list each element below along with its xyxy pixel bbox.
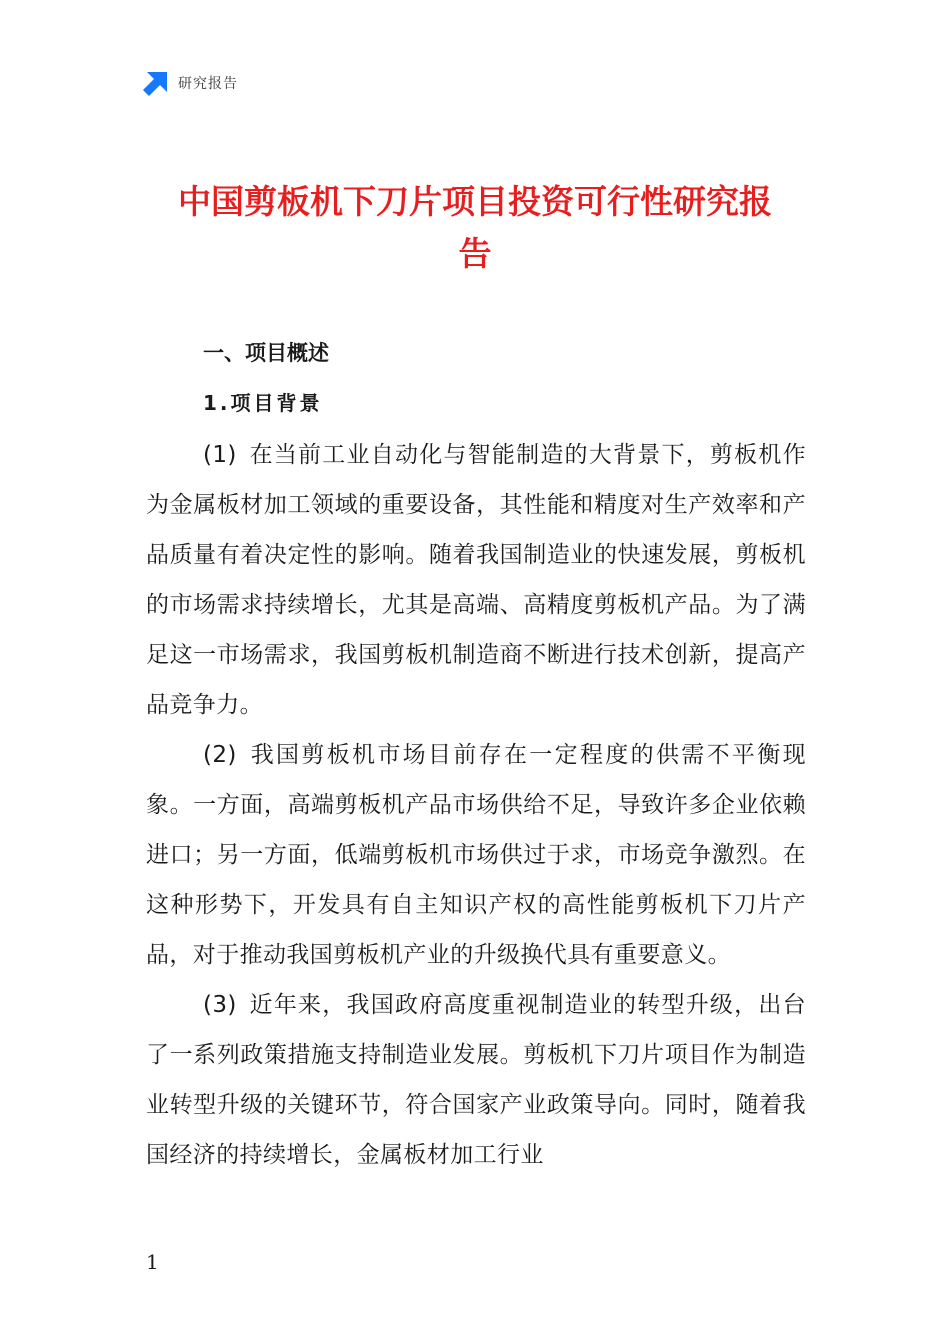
sub-heading: 1.项目背景 <box>203 391 323 415</box>
page-number: 1 <box>146 1250 159 1274</box>
title-line-1: 中国剪板机下刀片项目投资可行性研究报 <box>178 182 772 221</box>
paragraph <box>146 980 806 1180</box>
page-header <box>143 68 238 98</box>
document-title <box>150 176 800 280</box>
header-label: 研究报告 <box>178 76 238 92</box>
paragraph-number: (1) <box>203 442 237 468</box>
paragraph-text: 在当前工业自动化与智能制造的大背景下，剪板机作为金属板材加工领域的重要设备，其性能和精度对生产效率和产品质量有着决定性的影响。随着我国制造业的快速发展，剪板机的市场需求持续增长，尤其是高端、高精度剪板机产品。为了满足这一市场需求，我国剪板机制造商不断进行技术创新，提高产品竞争力。 <box>146 442 806 718</box>
paragraph-text: 我国剪板机市场目前存在一定程度的供需不平衡现象。一方面，高端剪板机产品市场供给不足，导致许多企业依赖进口；另一方面，低端剪板机市场供过于求，市场竞争激烈。在这种形势下，开发具有自主知识产权的高性能剪板机下刀片产品，对于推动我国剪板机产业的升级换代具有重要意义。 <box>146 742 806 968</box>
arrow-up-right-icon <box>143 70 169 96</box>
paragraph <box>146 730 806 980</box>
paragraph-text: 近年来，我国政府高度重视制造业的转型升级，出台了一系列政策措施支持制造业发展。剪板机下刀片项目作为制造业转型升级的关键环节，符合国家产业政策导向。同时，随着我国经济的持续增长，金属板材加工行业 <box>146 992 806 1168</box>
paragraph-number: (3) <box>203 992 237 1018</box>
paragraph <box>146 430 806 730</box>
document-body <box>146 430 806 1180</box>
section-heading: 一、项目概述 <box>203 341 329 365</box>
title-line-2: 告 <box>458 234 492 273</box>
paragraph-number: (2) <box>203 742 237 768</box>
